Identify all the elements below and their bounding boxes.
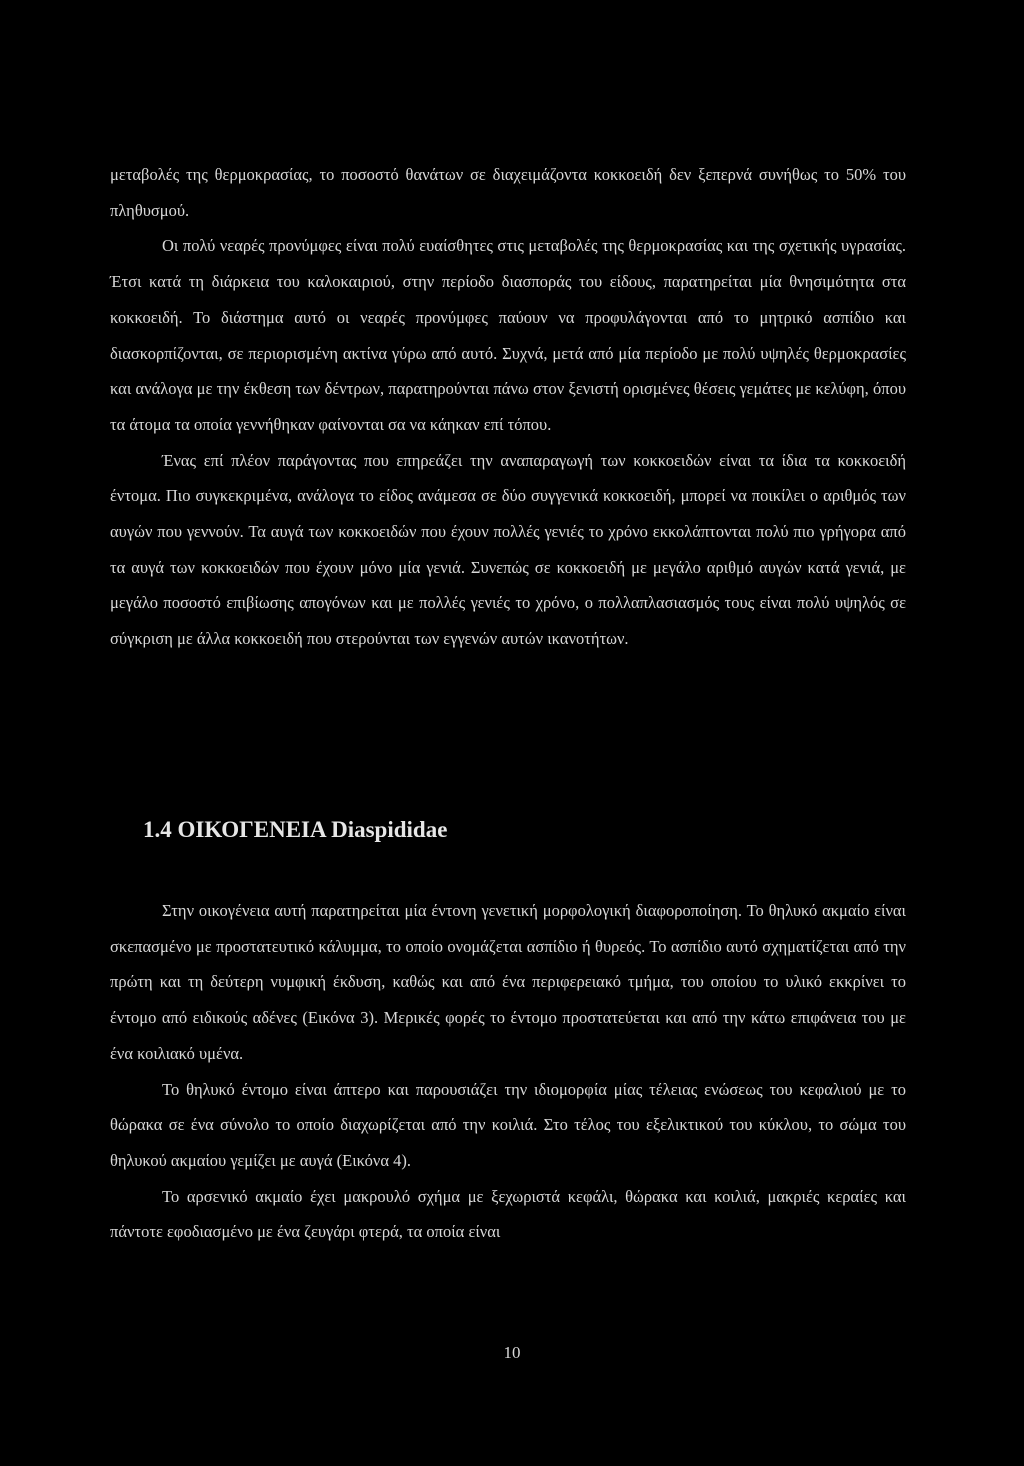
paragraph: Ένας επί πλέον παράγοντας που επηρεάζει την αναπαραγωγή των κοκκοειδών είναι τα ίδια τα κοκκοειδή έντομα. Πιο συγκεκριμένα, ανάλογα το είδος ανάμεσα σε δύο συγγενικά κοκκοειδή, μπορεί να ποικίλει ο αριθμός των αυγών που γεννούν. Τα αυγά των κοκκοειδών που έχουν πολλές γενιές το χρόνο εκκολάπτονται πολύ πιο γρήγορα από τα αυγά των κοκκοειδών που έχουν μόνο μία γενιά. Συνεπώς σε κοκκοειδή με μεγάλο αριθμό αυγών κατά γενιά, με μεγάλο ποσοστό επιβίωσης απογόνων και με πολλές γενιές το χρόνο, ο πολλαπλασιασμός τους είναι πολύ υψηλός σε σύγκριση με άλλα κοκκοειδή που στερούνται των εγγενών αυτών ικανοτήτων.	[110, 450, 906, 649]
body-text-bottom	[110, 893, 906, 1250]
paragraph: Οι πολύ νεαρές προνύμφες είναι πολύ ευαίσθητες στις μεταβολές της θερμοκρασίας και της σχετικής υγρασίας. Έτσι κατά τη διάρκεια του καλοκαιριού, στην περίοδο διασποράς του είδους, παρατηρείται μία θνησιμότητα στα κοκκοειδή. Το διάστημα αυτό οι νεαρές προνύμφες παύουν να προφυλάγονται από το μητρικό ασπίδιο και διασκορπίζονται, σε περιορισμένη ακτίνα γύρω από αυτό. Συχνά, μετά από μία περίοδο με πολύ υψηλές θερμοκρασίες και ανάλογα με την έκθεση των δέντρων, παρατηρούνται πάνω στον ξενιστή ορισμένες θέσεις γεμάτες με κελύφη, όπου τα άτομα τα οποία γεννήθηκαν φαίνονται σα να κάηκαν επί τόπου.	[110, 236, 906, 434]
paragraph: Το θηλυκό έντομο είναι άπτερο και παρουσιάζει την ιδιομορφία μίας τέλειας ενώσεως του κεφαλιού με το θώρακα σε ένα σύνολο το οποίο διαχωρίζεται από την κοιλιά. Στο τέλος του εξελικτικού του κύκλου, το σώμα του θηλυκού ακμαίου γεμίζει με αυγά (Εικόνα 4).	[110, 1079, 906, 1170]
section-heading: 1.4 ΟΙΚΟΓΕΝΕΙΑ Diaspididae	[143, 817, 448, 842]
body-text-top	[110, 157, 906, 657]
paragraph: Στην οικογένεια αυτή παρατηρείται μία έντονη γενετική μορφολογική διαφοροποίηση. Το θηλυκό ακμαίο είναι σκεπασμένο με προστατευτικό κάλυμμα, το οποίο ονομάζεται ασπίδιο ή θυρεός. Το ασπίδιο αυτό σχηματίζεται από την πρώτη και τη δεύτερη νυμφική έκδυση, καθώς και από ένα περιφερειακό τμήμα, του οποίου το υλικό εκκρίνει το έντομο από ειδικούς αδένες (Εικόνα 3). Μερικές φορές το έντομο προστατεύεται και από την κάτω επιφάνεια του με ένα κοιλιακό υμένα.	[110, 901, 906, 1063]
paragraph: Το αρσενικό ακμαίο έχει μακρουλό σχήμα με ξεχωριστά κεφάλι, θώρακα και κοιλιά, μακριές κεραίες και πάντοτε εφοδιασμένο με ένα ζευγάρι φτερά, τα οποία είναι	[110, 1186, 906, 1242]
paragraph: μεταβολές της θερμοκρασίας, το ποσοστό θανάτων σε διαχειμάζοντα κοκκοειδή δεν ξεπερνά συνήθως το 50% του πληθυσμού.	[110, 165, 906, 220]
page-number: 10	[503, 1343, 521, 1362]
